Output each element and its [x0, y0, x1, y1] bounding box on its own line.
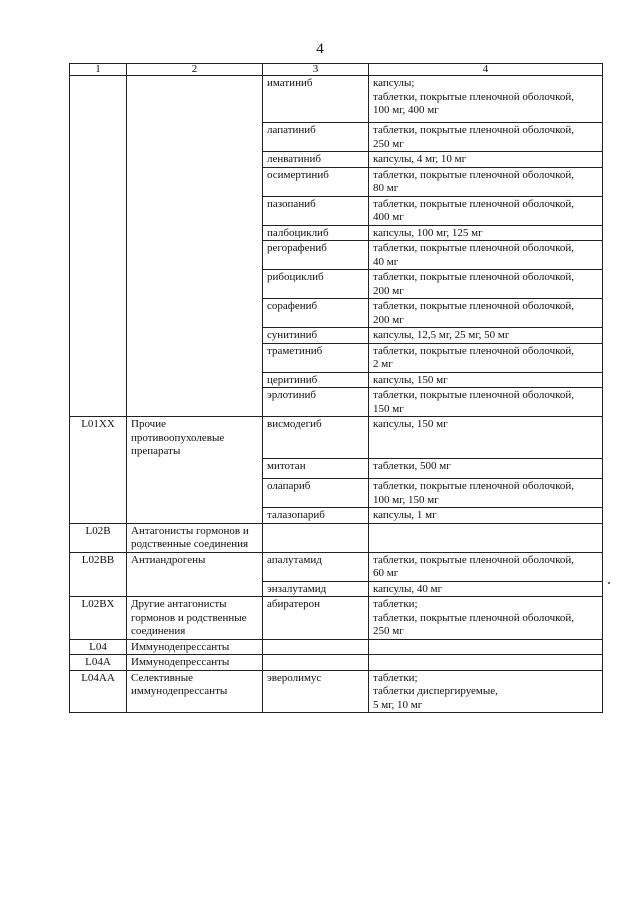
drug-cell: висмодегиб [263, 417, 369, 459]
column-header: 3 [263, 64, 369, 76]
table-row [70, 655, 603, 671]
form-cell: таблетки; таблетки диспергируемые, 5 мг, 10 мг [369, 670, 603, 713]
drug-cell: ленватиниб [263, 152, 369, 168]
drug-table [69, 63, 603, 713]
drug-cell: церитиниб [263, 372, 369, 388]
code-cell: L02BB [70, 552, 127, 597]
drug-cell: эверолимус [263, 670, 369, 713]
form-cell: таблетки, покрытые пленочной оболочкой, 100 мг, 150 мг [369, 479, 603, 508]
group-cell: Антагонисты гормонов и родственные соединения [127, 523, 263, 552]
drug-cell [263, 655, 369, 671]
form-cell: таблетки; таблетки, покрытые пленочной оболочкой, 250 мг [369, 597, 603, 640]
drug-cell: талазопариб [263, 508, 369, 524]
drug-cell: энзалутамид [263, 581, 369, 597]
code-cell [70, 76, 127, 417]
table-row [70, 670, 603, 713]
form-cell [369, 655, 603, 671]
drug-cell [263, 523, 369, 552]
form-cell: таблетки, покрытые пленочной оболочкой, 200 мг [369, 299, 603, 328]
form-cell: капсулы, 40 мг [369, 581, 603, 597]
drug-cell [263, 639, 369, 655]
table-row [70, 523, 603, 552]
code-cell: L04A [70, 655, 127, 671]
form-cell: капсулы, 150 мг [369, 417, 603, 459]
form-cell: капсулы, 100 мг, 125 мг [369, 225, 603, 241]
column-header: 4 [369, 64, 603, 76]
form-cell: таблетки, покрытые пленочной оболочкой, 200 мг [369, 270, 603, 299]
page-number: 4 [316, 41, 324, 57]
form-cell: капсулы, 12,5 мг, 25 мг, 50 мг [369, 328, 603, 344]
table-row [70, 639, 603, 655]
form-cell [369, 523, 603, 552]
drug-cell: эрлотиниб [263, 388, 369, 417]
form-cell: таблетки, покрытые пленочной оболочкой, 40 мг [369, 241, 603, 270]
form-cell: таблетки, покрытые пленочной оболочкой, 80 мг [369, 167, 603, 196]
form-cell: таблетки, покрытые пленочной оболочкой, 60 мг [369, 552, 603, 581]
code-cell: L04AA [70, 670, 127, 713]
table-header-row [70, 64, 603, 76]
drug-cell: сунитиниб [263, 328, 369, 344]
group-cell: Другие антагонисты гормонов и родственные соединения [127, 597, 263, 640]
form-cell: капсулы, 150 мг [369, 372, 603, 388]
column-header: 2 [127, 64, 263, 76]
drug-cell: осимертиниб [263, 167, 369, 196]
code-cell: L01XX [70, 417, 127, 524]
group-cell: Прочие противоопухолевые препараты [127, 417, 263, 524]
code-cell: L04 [70, 639, 127, 655]
drug-cell: рибоциклиб [263, 270, 369, 299]
group-cell: Иммунодепрессанты [127, 639, 263, 655]
drug-cell: лапатиниб [263, 123, 369, 152]
form-cell: капсулы; таблетки, покрытые пленочной оболочкой, 100 мг, 400 мг [369, 76, 603, 123]
group-cell [127, 76, 263, 417]
group-cell: Селективные иммунодепрессанты [127, 670, 263, 713]
form-cell: таблетки, покрытые пленочной оболочкой, 400 мг [369, 196, 603, 225]
form-cell [369, 639, 603, 655]
drug-cell: иматиниб [263, 76, 369, 123]
form-cell: таблетки, покрытые пленочной оболочкой, 2 мг [369, 343, 603, 372]
form-cell: таблетки, покрытые пленочной оболочкой, 250 мг [369, 123, 603, 152]
form-cell: капсулы, 4 мг, 10 мг [369, 152, 603, 168]
table-row [70, 76, 603, 123]
code-cell: L02BX [70, 597, 127, 640]
drug-cell: олапариб [263, 479, 369, 508]
drug-cell: регорафениб [263, 241, 369, 270]
form-cell: таблетки, 500 мг [369, 459, 603, 479]
drug-cell: палбоциклиб [263, 225, 369, 241]
group-cell: Иммунодепрессанты [127, 655, 263, 671]
drug-cell: пазопаниб [263, 196, 369, 225]
code-cell: L02B [70, 523, 127, 552]
table-row [70, 552, 603, 581]
drug-cell: абиратерон [263, 597, 369, 640]
scan-speck [608, 582, 610, 584]
drug-cell: митотан [263, 459, 369, 479]
table-row [70, 417, 603, 459]
table-row [70, 597, 603, 640]
drug-cell: апалутамид [263, 552, 369, 581]
form-cell: капсулы, 1 мг [369, 508, 603, 524]
form-cell: таблетки, покрытые пленочной оболочкой, 150 мг [369, 388, 603, 417]
drug-cell: траметиниб [263, 343, 369, 372]
group-cell: Антиандрогены [127, 552, 263, 597]
column-header: 1 [70, 64, 127, 76]
drug-cell: сорафениб [263, 299, 369, 328]
